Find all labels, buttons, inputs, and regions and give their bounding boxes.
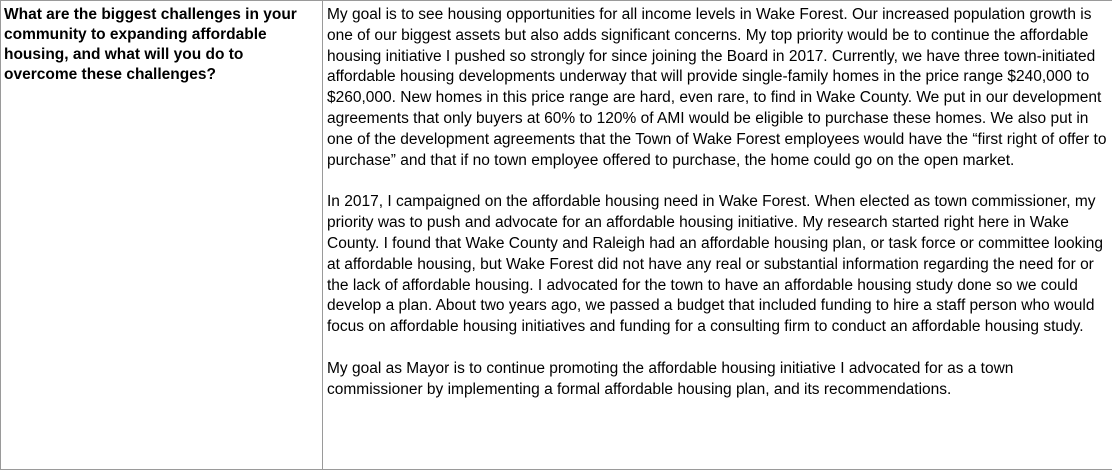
answer-cell [323, 1, 1112, 470]
answer-paragraph: My goal as Mayor is to continue promoting the affordable housing initiative I advocated for as a town commissioner by implementing a formal affordable housing plan, and its recommendations. [327, 359, 1014, 398]
answer-paragraph: In 2017, I campaigned on the affordable housing need in Wake Forest. When elected as town commissioner, my priority was to push and advocate for an affordable housing initiative. My research started right here in Wake County. I found that Wake County and Raleigh had an affordable housing plan, or task force or committee looking at affordable housing, but Wake Forest did not have any real or substantial information regarding the need for or the lack of affordable housing. I advocated for the town to have an affordable housing study done so we could develop a plan. About two years ago, we passed a budget that included funding to hire a staff person who would focus on affordable housing initiatives and funding for a consulting firm to conduct an affordable housing study. [327, 193, 1104, 336]
question-text: What are the biggest challenges in your community to expanding affordable housing, and what will you do to overcome these challenges? [4, 6, 297, 83]
table-row [1, 1, 1112, 470]
answer-paragraph: My goal is to see housing opportunities for all income levels in Wake Forest. Our increased population growth is one of our biggest assets but also adds significant concerns. My top priority would be to continue the affordable housing initiative I pushed so strongly for since joining the Board in 2017. Currently, we have three town-initiated affordable housing developments underway that will provide single-family homes in the price range $240,000 to $260,000. New homes in this price range are hard, even rare, to find in Wake County. We put in our development agreements that only buyers at 60% to 120% of AMI would be eligible to purchase these homes. We also put in one of the development agreements that the Town of Wake Forest employees would have the “first right of offer to purchase” and that if no town employee offered to purchase, the home could go on the open market. [327, 6, 1107, 169]
question-cell [1, 1, 323, 470]
